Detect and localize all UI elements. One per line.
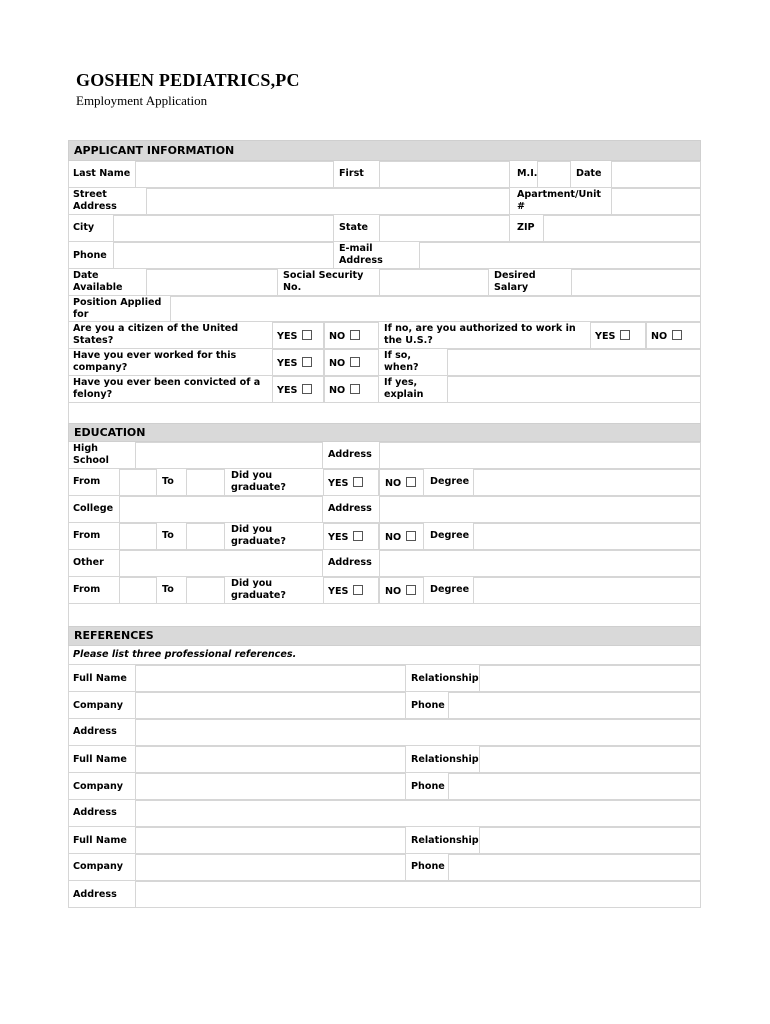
felony-row <box>68 376 701 403</box>
reference-1-company-input[interactable] <box>135 692 406 719</box>
education-section-title: EDUCATION <box>74 426 146 439</box>
authorized-yes-text: YES <box>595 331 616 342</box>
high-school-dates-row <box>68 469 701 496</box>
authorized-no-label <box>651 330 682 343</box>
applicant-section-title: APPLICANT INFORMATION <box>74 144 235 157</box>
other-school-dates-row <box>68 577 701 604</box>
phone-label: Phone <box>73 250 107 261</box>
reference-3-name-label: Full Name <box>73 835 127 846</box>
date-label: Date <box>576 168 602 179</box>
other-school-address-input[interactable] <box>379 550 701 577</box>
citizen-yes-label <box>277 330 312 343</box>
citizen-no-text: NO <box>329 331 346 342</box>
references-note-row <box>68 646 701 665</box>
other-school-no-text: NO <box>385 586 402 597</box>
citizen-no-checkbox[interactable] <box>350 330 360 340</box>
reference-3-address-row <box>68 881 701 908</box>
high-school-no-checkbox[interactable] <box>406 477 416 487</box>
college-from-input[interactable] <box>119 523 157 550</box>
reference-2-phone-label: Phone <box>411 781 445 792</box>
worked-when-input[interactable] <box>447 349 701 376</box>
authorized-no-checkbox[interactable] <box>672 330 682 340</box>
college-dates-row <box>68 523 701 550</box>
felony-explain-label: If yes, explain <box>384 377 424 400</box>
high-school-graduate-label: Did you graduate? <box>231 470 286 493</box>
reference-3-address-label: Address <box>73 889 117 900</box>
reference-3-phone-input[interactable] <box>448 854 701 881</box>
other-school-to-input[interactable] <box>186 577 225 604</box>
reference-1-address-row <box>68 719 701 746</box>
reference-1-company-label: Company <box>73 700 124 711</box>
college-degree-label: Degree <box>430 530 470 541</box>
reference-2-address-row <box>68 800 701 827</box>
other-school-degree-label: Degree <box>430 584 470 595</box>
worked-yes-cell <box>272 349 324 376</box>
middle-initial-input[interactable] <box>537 161 571 188</box>
college-address-label: Address <box>328 503 372 514</box>
reference-1-address-label: Address <box>73 726 117 737</box>
high-school-from-label: From <box>73 476 101 487</box>
felony-no-label <box>329 384 360 397</box>
high-school-to-input[interactable] <box>186 469 225 496</box>
felony-explain-input[interactable] <box>447 376 701 403</box>
college-no-checkbox[interactable] <box>406 531 416 541</box>
college-to-input[interactable] <box>186 523 225 550</box>
references-section-header <box>68 626 701 646</box>
other-school-from-label: From <box>73 584 101 595</box>
college-to-label: To <box>162 530 174 541</box>
other-school-label: Other <box>73 557 104 568</box>
high-school-degree-label: Degree <box>430 476 470 487</box>
college-graduate-label: Did you graduate? <box>231 524 286 547</box>
college-from-label: From <box>73 530 101 541</box>
company-name: GOSHEN PEDIATRICS,PC <box>76 70 300 90</box>
other-school-yes-text: YES <box>328 586 349 597</box>
felony-no-checkbox[interactable] <box>350 384 360 394</box>
college-yes-checkbox[interactable] <box>353 531 363 541</box>
reference-1-address-input[interactable] <box>135 719 701 746</box>
zip-input[interactable] <box>543 215 701 242</box>
other-school-yes-label <box>328 585 363 598</box>
date-input[interactable] <box>611 161 701 188</box>
worked-no-checkbox[interactable] <box>350 357 360 367</box>
middle-initial-label: M.I. <box>517 168 538 179</box>
worked-no-cell <box>324 349 379 376</box>
reference-1-relationship-input[interactable] <box>479 665 701 692</box>
ssn-input[interactable] <box>379 269 489 296</box>
phone-row <box>68 242 701 269</box>
worked-yes-checkbox[interactable] <box>302 357 312 367</box>
high-school-label: High School <box>73 443 109 466</box>
reference-2-address-input[interactable] <box>135 800 701 827</box>
reference-3-company-row <box>68 854 701 881</box>
authorized-yes-label <box>595 330 630 343</box>
email-label: E-mail Address <box>339 243 383 266</box>
employment-application-form <box>68 140 701 908</box>
other-school-to-label: To <box>162 584 174 595</box>
street-address-input[interactable] <box>146 188 510 215</box>
state-label: State <box>339 222 369 233</box>
high-school-yes-cell <box>323 469 379 496</box>
high-school-from-input[interactable] <box>119 469 157 496</box>
city-input[interactable] <box>113 215 334 242</box>
citizen-row <box>68 322 701 349</box>
reference-1-name-row <box>68 665 701 692</box>
reference-2-name-row <box>68 746 701 773</box>
other-school-yes-cell <box>323 577 379 604</box>
college-yes-label <box>328 531 363 544</box>
reference-1-phone-label: Phone <box>411 700 445 711</box>
reference-1-relationship-label: Relationship <box>411 673 479 684</box>
other-school-address-label: Address <box>328 557 372 568</box>
last-name-input[interactable] <box>135 161 334 188</box>
applicant-section-header <box>68 140 701 161</box>
reference-3-name-input[interactable] <box>135 827 406 854</box>
reference-1-name-input[interactable] <box>135 665 406 692</box>
city-label: City <box>73 222 95 233</box>
worked-when-label: If so, when? <box>384 350 419 373</box>
worked-no-label <box>329 357 360 370</box>
reference-2-name-label: Full Name <box>73 754 127 765</box>
high-school-yes-label <box>328 477 363 490</box>
citizen-no-label <box>329 330 360 343</box>
college-no-text: NO <box>385 532 402 543</box>
first-name-label: First <box>339 168 364 179</box>
reference-1-name-label: Full Name <box>73 673 127 684</box>
authorized-yes-cell <box>590 322 646 349</box>
state-input[interactable] <box>379 215 510 242</box>
college-address-input[interactable] <box>379 496 701 523</box>
street-row <box>68 188 701 215</box>
reference-2-address-label: Address <box>73 807 117 818</box>
email-input[interactable] <box>419 242 701 269</box>
worked-row <box>68 349 701 376</box>
authorized-yes-checkbox[interactable] <box>620 330 630 340</box>
felony-yes-label <box>277 384 312 397</box>
reference-3-company-input[interactable] <box>135 854 406 881</box>
college-no-label <box>385 531 416 544</box>
college-yes-text: YES <box>328 532 349 543</box>
high-school-no-cell <box>379 469 424 496</box>
city-row <box>68 215 701 242</box>
college-no-cell <box>379 523 424 550</box>
other-school-yes-checkbox[interactable] <box>353 585 363 595</box>
high-school-degree-input[interactable] <box>473 469 701 496</box>
reference-1-company-row <box>68 692 701 719</box>
reference-2-relationship-input[interactable] <box>479 746 701 773</box>
authorized-no-text: NO <box>651 331 668 342</box>
citizen-yes-checkbox[interactable] <box>302 330 312 340</box>
ssn-label: Social Security No. <box>283 270 364 293</box>
college-label: College <box>73 503 114 514</box>
other-school-no-cell <box>379 577 424 604</box>
felony-question: Have you ever been convicted of a felony? <box>73 377 261 400</box>
college-yes-cell <box>323 523 379 550</box>
high-school-no-label <box>385 477 416 490</box>
high-school-row <box>68 442 701 469</box>
education-section-header <box>68 423 701 442</box>
reference-2-company-label: Company <box>73 781 124 792</box>
college-input[interactable] <box>119 496 323 523</box>
position-label: Position Applied for <box>73 297 162 320</box>
reference-2-company-row <box>68 773 701 800</box>
reference-2-phone-input[interactable] <box>448 773 701 800</box>
other-school-from-input[interactable] <box>119 577 157 604</box>
college-degree-input[interactable] <box>473 523 701 550</box>
citizen-yes-text: YES <box>277 331 298 342</box>
desired-salary-input[interactable] <box>571 269 701 296</box>
zip-label: ZIP <box>517 222 535 233</box>
other-school-degree-input[interactable] <box>473 577 701 604</box>
availability-row <box>68 269 701 296</box>
authorized-question: If no, are you authorized to work in the U.S.? <box>384 323 576 346</box>
reference-3-company-label: Company <box>73 861 124 872</box>
reference-2-relationship-label: Relationship <box>411 754 479 765</box>
reference-1-phone-input[interactable] <box>448 692 701 719</box>
references-section-title: REFERENCES <box>74 629 154 642</box>
high-school-address-input[interactable] <box>379 442 701 469</box>
reference-2-company-input[interactable] <box>135 773 406 800</box>
reference-3-name-row <box>68 827 701 854</box>
felony-yes-cell <box>272 376 324 403</box>
position-input[interactable] <box>170 296 701 322</box>
high-school-no-text: NO <box>385 478 402 489</box>
worked-yes-label <box>277 357 312 370</box>
citizen-no-cell <box>324 322 379 349</box>
street-address-label: Street Address <box>73 189 117 212</box>
date-available-label: Date Available <box>73 270 123 293</box>
reference-3-address-input[interactable] <box>135 881 701 908</box>
worked-question: Have you ever worked for this company? <box>73 350 237 373</box>
felony-no-cell <box>324 376 379 403</box>
other-school-row <box>68 550 701 577</box>
form-subtitle: Employment Application <box>76 93 208 108</box>
citizen-question: Are you a citizen of the United States? <box>73 323 239 346</box>
other-school-no-label <box>385 585 416 598</box>
citizen-yes-cell <box>272 322 324 349</box>
name-row <box>68 161 701 188</box>
reference-2-name-input[interactable] <box>135 746 406 773</box>
phone-input[interactable] <box>113 242 334 269</box>
apartment-label: Apartment/Unit # <box>517 189 602 212</box>
felony-yes-checkbox[interactable] <box>302 384 312 394</box>
date-available-input[interactable] <box>146 269 278 296</box>
first-name-input[interactable] <box>379 161 510 188</box>
apartment-input[interactable] <box>611 188 701 215</box>
worked-yes-text: YES <box>277 358 298 369</box>
high-school-yes-checkbox[interactable] <box>353 477 363 487</box>
reference-3-relationship-input[interactable] <box>479 827 701 854</box>
other-school-input[interactable] <box>119 550 323 577</box>
other-school-graduate-label: Did you graduate? <box>231 578 286 601</box>
high-school-address-label: Address <box>328 449 372 460</box>
reference-3-relationship-label: Relationship <box>411 835 479 846</box>
references-note: Please list three professional references. <box>73 649 297 660</box>
felony-yes-text: YES <box>277 385 298 396</box>
high-school-to-label: To <box>162 476 174 487</box>
other-school-no-checkbox[interactable] <box>406 585 416 595</box>
position-row <box>68 296 701 322</box>
felony-no-text: NO <box>329 385 346 396</box>
college-row <box>68 496 701 523</box>
worked-no-text: NO <box>329 358 346 369</box>
authorized-no-cell <box>646 322 701 349</box>
high-school-input[interactable] <box>135 442 323 469</box>
desired-salary-label: Desired Salary <box>494 270 536 293</box>
high-school-yes-text: YES <box>328 478 349 489</box>
reference-3-phone-label: Phone <box>411 861 445 872</box>
last-name-label: Last Name <box>73 168 131 179</box>
